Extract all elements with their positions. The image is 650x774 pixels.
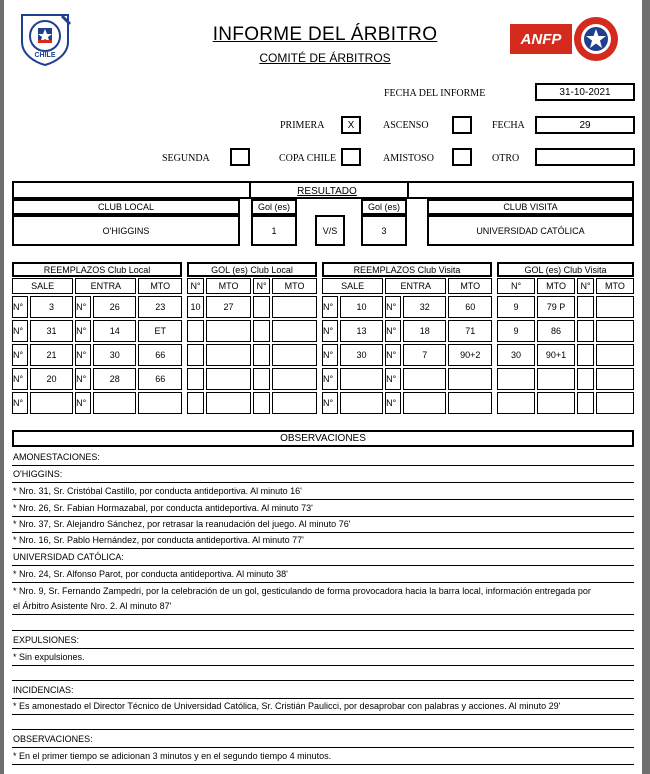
mto-cell xyxy=(272,368,317,390)
entra-cell xyxy=(403,392,446,414)
mto-header: MTO xyxy=(138,278,182,294)
gol-visita-label: Gol (es) xyxy=(361,199,407,215)
fecha-label: FECHA xyxy=(492,120,525,131)
table-row xyxy=(497,368,634,390)
n-cell xyxy=(253,320,270,342)
n-label: N° xyxy=(12,320,28,342)
amonestaciones-label: AMONESTACIONES: xyxy=(13,452,100,462)
sale-cell: 21 xyxy=(30,344,73,366)
sale-cell: 31 xyxy=(30,320,73,342)
n-label: N° xyxy=(12,296,28,318)
table-row xyxy=(187,296,317,318)
mto-cell: 66 xyxy=(138,368,182,390)
expulsiones-label: EXPULSIONES: xyxy=(13,635,80,645)
n-cell xyxy=(187,392,204,414)
entra-cell: 14 xyxy=(93,320,136,342)
n-cell: 30 xyxy=(497,344,535,366)
referee-report-page xyxy=(4,0,642,774)
mto-cell: 27 xyxy=(206,296,251,318)
mto-cell xyxy=(206,320,251,342)
n-label: N° xyxy=(322,368,338,390)
incidencias-label: INCIDENCIAS: xyxy=(13,685,74,695)
sale-cell: 20 xyxy=(30,368,73,390)
reemplazos-local-table xyxy=(10,276,184,416)
sale-cell xyxy=(340,392,383,414)
mto-cell xyxy=(596,368,634,390)
n-header: N° xyxy=(577,278,594,294)
mto-cell: 66 xyxy=(138,344,182,366)
n-cell: 10 xyxy=(187,296,204,318)
mto-cell: 90+1 xyxy=(537,344,575,366)
n-cell xyxy=(187,344,204,366)
mto-cell: 90+2 xyxy=(448,344,492,366)
copa-chile-checkbox[interactable] xyxy=(341,148,361,166)
mto-cell xyxy=(206,368,251,390)
visita-club-name: UNIVERSIDAD CATÓLICA xyxy=(427,215,634,246)
table-row xyxy=(497,296,634,318)
amistoso-checkbox[interactable] xyxy=(452,148,472,166)
fecha-value[interactable]: 29 xyxy=(535,116,635,134)
table-row xyxy=(322,320,492,342)
otro-label: OTRO xyxy=(492,153,520,164)
mto-cell xyxy=(448,392,492,414)
mto-cell: 86 xyxy=(537,320,575,342)
list-item: * Nro. 9, Sr. Fernando Zampedri, por la celebración de un gol, gesticulando de forma provocadora hacia la barra local, información entregada por xyxy=(13,586,591,596)
list-item: * Nro. 37, Sr. Alejandro Sánchez, por retrasar la reanudación del juego. Al minuto 76' xyxy=(13,519,351,529)
n-cell: 9 xyxy=(497,320,535,342)
table-row xyxy=(187,368,317,390)
sale-cell: 10 xyxy=(340,296,383,318)
resultado-label: RESULTADO xyxy=(297,185,357,197)
table-row xyxy=(497,320,634,342)
n-label: N° xyxy=(322,320,338,342)
table-row xyxy=(497,344,634,366)
list-item: * Nro. 31, Sr. Cristóbal Castillo, por conducta antideportiva. Al minuto 16' xyxy=(13,486,302,496)
table-row xyxy=(12,392,182,414)
n-cell xyxy=(253,296,270,318)
local-club-name: O'HIGGINS xyxy=(12,215,240,246)
mto-cell: 23 xyxy=(138,296,182,318)
table-row xyxy=(322,296,492,318)
mto-cell xyxy=(206,344,251,366)
local-team-label: O'HIGGINS: xyxy=(13,469,63,479)
chile-referees-logo xyxy=(18,12,72,66)
observaciones-text: * En el primer tiempo se adicionan 3 minutos y en el segundo tiempo 4 minutos. xyxy=(13,751,332,761)
mto-cell: 71 xyxy=(448,320,492,342)
mto-cell xyxy=(596,320,634,342)
report-title: INFORME DEL ÁRBITRO xyxy=(212,24,438,45)
n-cell xyxy=(577,320,594,342)
mto-cell xyxy=(448,368,492,390)
mto-cell xyxy=(272,392,317,414)
mto-cell xyxy=(596,296,634,318)
n-label: N° xyxy=(385,344,401,366)
sale-cell: 30 xyxy=(340,344,383,366)
table-row xyxy=(187,392,317,414)
segunda-checkbox[interactable] xyxy=(230,148,250,166)
n-label: N° xyxy=(75,368,91,390)
mto-cell: 79 P xyxy=(537,296,575,318)
observaciones-label: OBSERVACIONES: xyxy=(13,734,93,744)
sale-cell: 13 xyxy=(340,320,383,342)
sale-cell xyxy=(30,392,73,414)
sale-cell xyxy=(340,368,383,390)
n-cell: 9 xyxy=(497,296,535,318)
n-cell xyxy=(577,392,594,414)
n-label: N° xyxy=(385,368,401,390)
goles-local-table xyxy=(185,276,319,416)
mto-cell: 60 xyxy=(448,296,492,318)
n-header: N° xyxy=(187,278,204,294)
entra-header: ENTRA xyxy=(385,278,446,294)
anfp-logo-text: ANFP xyxy=(510,24,572,54)
ascenso-checkbox[interactable] xyxy=(452,116,472,134)
mto-cell: ET xyxy=(138,320,182,342)
gol-local-label: Gol (es) xyxy=(251,199,297,215)
list-item: * Nro. 26, Sr. Fabian Hormazabal, por conducta antideportiva. Al minuto 73' xyxy=(13,503,313,513)
table-row xyxy=(12,344,182,366)
vs-label: V/S xyxy=(315,215,345,246)
report-subtitle: COMITÉ DE ÁRBITROS xyxy=(259,51,391,65)
n-cell xyxy=(187,368,204,390)
otro-value[interactable] xyxy=(535,148,635,166)
n-label: N° xyxy=(385,296,401,318)
entra-cell xyxy=(93,392,136,414)
n-label: N° xyxy=(322,344,338,366)
visita-goals: 3 xyxy=(361,215,407,246)
table-row xyxy=(187,344,317,366)
mto-header: MTO xyxy=(448,278,492,294)
entra-cell: 18 xyxy=(403,320,446,342)
table-row xyxy=(322,344,492,366)
n-cell xyxy=(577,344,594,366)
club-local-label: CLUB LOCAL xyxy=(12,199,240,215)
table-row xyxy=(12,320,182,342)
n-cell xyxy=(577,296,594,318)
n-label: N° xyxy=(75,344,91,366)
entra-cell: 28 xyxy=(93,368,136,390)
mto-cell xyxy=(272,320,317,342)
n-label: N° xyxy=(12,392,28,414)
copa-chile-label: COPA CHILE xyxy=(279,153,337,164)
incidencias-text: * Es amonestado el Director Técnico de Universidad Católica, Sr. Cristián Paulicci, por desaprobar con palabras y acciones. Al minuto 29' xyxy=(13,701,561,711)
n-cell xyxy=(253,344,270,366)
chile-logo-text: CHILE xyxy=(34,52,56,59)
local-goals: 1 xyxy=(251,215,297,246)
table-row xyxy=(12,296,182,318)
mto-header: MTO xyxy=(272,278,317,294)
mto-header: MTO xyxy=(596,278,634,294)
n-label: N° xyxy=(12,344,28,366)
n-label: N° xyxy=(12,368,28,390)
reemplazos-visita-table xyxy=(320,276,494,416)
reemplazos-local-title: REEMPLAZOS Club Local xyxy=(12,262,182,277)
observaciones-title: OBSERVACIONES xyxy=(12,430,634,447)
table-row xyxy=(322,392,492,414)
entra-cell: 26 xyxy=(93,296,136,318)
anfp-logo xyxy=(510,14,620,64)
n-header: N° xyxy=(253,278,270,294)
mto-cell xyxy=(138,392,182,414)
list-item: * Nro. 24, Sr. Alfonso Parot, por conducta antideportiva. Al minuto 38' xyxy=(13,569,288,579)
mto-cell xyxy=(272,296,317,318)
n-cell xyxy=(497,392,535,414)
segunda-label: SEGUNDA xyxy=(162,153,210,164)
fecha-informe-value: 31-10-2021 xyxy=(535,83,635,101)
fecha-informe-label: FECHA DEL INFORME xyxy=(384,88,486,99)
n-cell xyxy=(253,368,270,390)
mto-cell xyxy=(537,368,575,390)
n-label: N° xyxy=(75,392,91,414)
visita-team-label: UNIVERSIDAD CATÓLICA: xyxy=(13,552,124,562)
mto-cell xyxy=(596,344,634,366)
n-cell xyxy=(253,392,270,414)
primera-checkbox[interactable]: X xyxy=(341,116,361,134)
n-label: N° xyxy=(385,320,401,342)
goles-visita-title: GOL (es) Club Visita xyxy=(497,262,634,277)
entra-cell: 7 xyxy=(403,344,446,366)
mto-cell xyxy=(206,392,251,414)
mto-cell xyxy=(272,344,317,366)
n-label: N° xyxy=(322,392,338,414)
table-row xyxy=(322,368,492,390)
primera-label: PRIMERA xyxy=(280,120,325,131)
club-visita-label: CLUB VISITA xyxy=(427,199,634,215)
n-cell xyxy=(577,368,594,390)
sale-header: SALE xyxy=(12,278,73,294)
n-cell xyxy=(187,320,204,342)
amistoso-label: AMISTOSO xyxy=(383,153,434,164)
expulsiones-text: * Sin expulsiones. xyxy=(13,652,85,662)
list-item: * Nro. 16, Sr. Pablo Hernández, por conducta antideportiva. Al minuto 77' xyxy=(13,535,304,545)
list-item: el Árbitro Asistente Nro. 2. Al minuto 87' xyxy=(13,601,172,611)
n-cell xyxy=(497,368,535,390)
n-header: N° xyxy=(497,278,535,294)
mto-cell xyxy=(537,392,575,414)
table-row xyxy=(497,392,634,414)
mto-cell xyxy=(596,392,634,414)
ascenso-label: ASCENSO xyxy=(383,120,429,131)
entra-header: ENTRA xyxy=(75,278,136,294)
entra-cell: 32 xyxy=(403,296,446,318)
sale-header: SALE xyxy=(322,278,383,294)
reemplazos-visita-title: REEMPLAZOS Club Visita xyxy=(322,262,492,277)
entra-cell: 30 xyxy=(93,344,136,366)
anfp-shield-icon xyxy=(572,15,620,63)
entra-cell xyxy=(403,368,446,390)
table-row xyxy=(12,368,182,390)
n-label: N° xyxy=(385,392,401,414)
n-label: N° xyxy=(75,320,91,342)
n-label: N° xyxy=(75,296,91,318)
mto-header: MTO xyxy=(206,278,251,294)
sale-cell: 3 xyxy=(30,296,73,318)
mto-header: MTO xyxy=(537,278,575,294)
table-row xyxy=(187,320,317,342)
n-label: N° xyxy=(322,296,338,318)
goles-visita-table xyxy=(495,276,636,416)
goles-local-title: GOL (es) Club Local xyxy=(187,262,317,277)
